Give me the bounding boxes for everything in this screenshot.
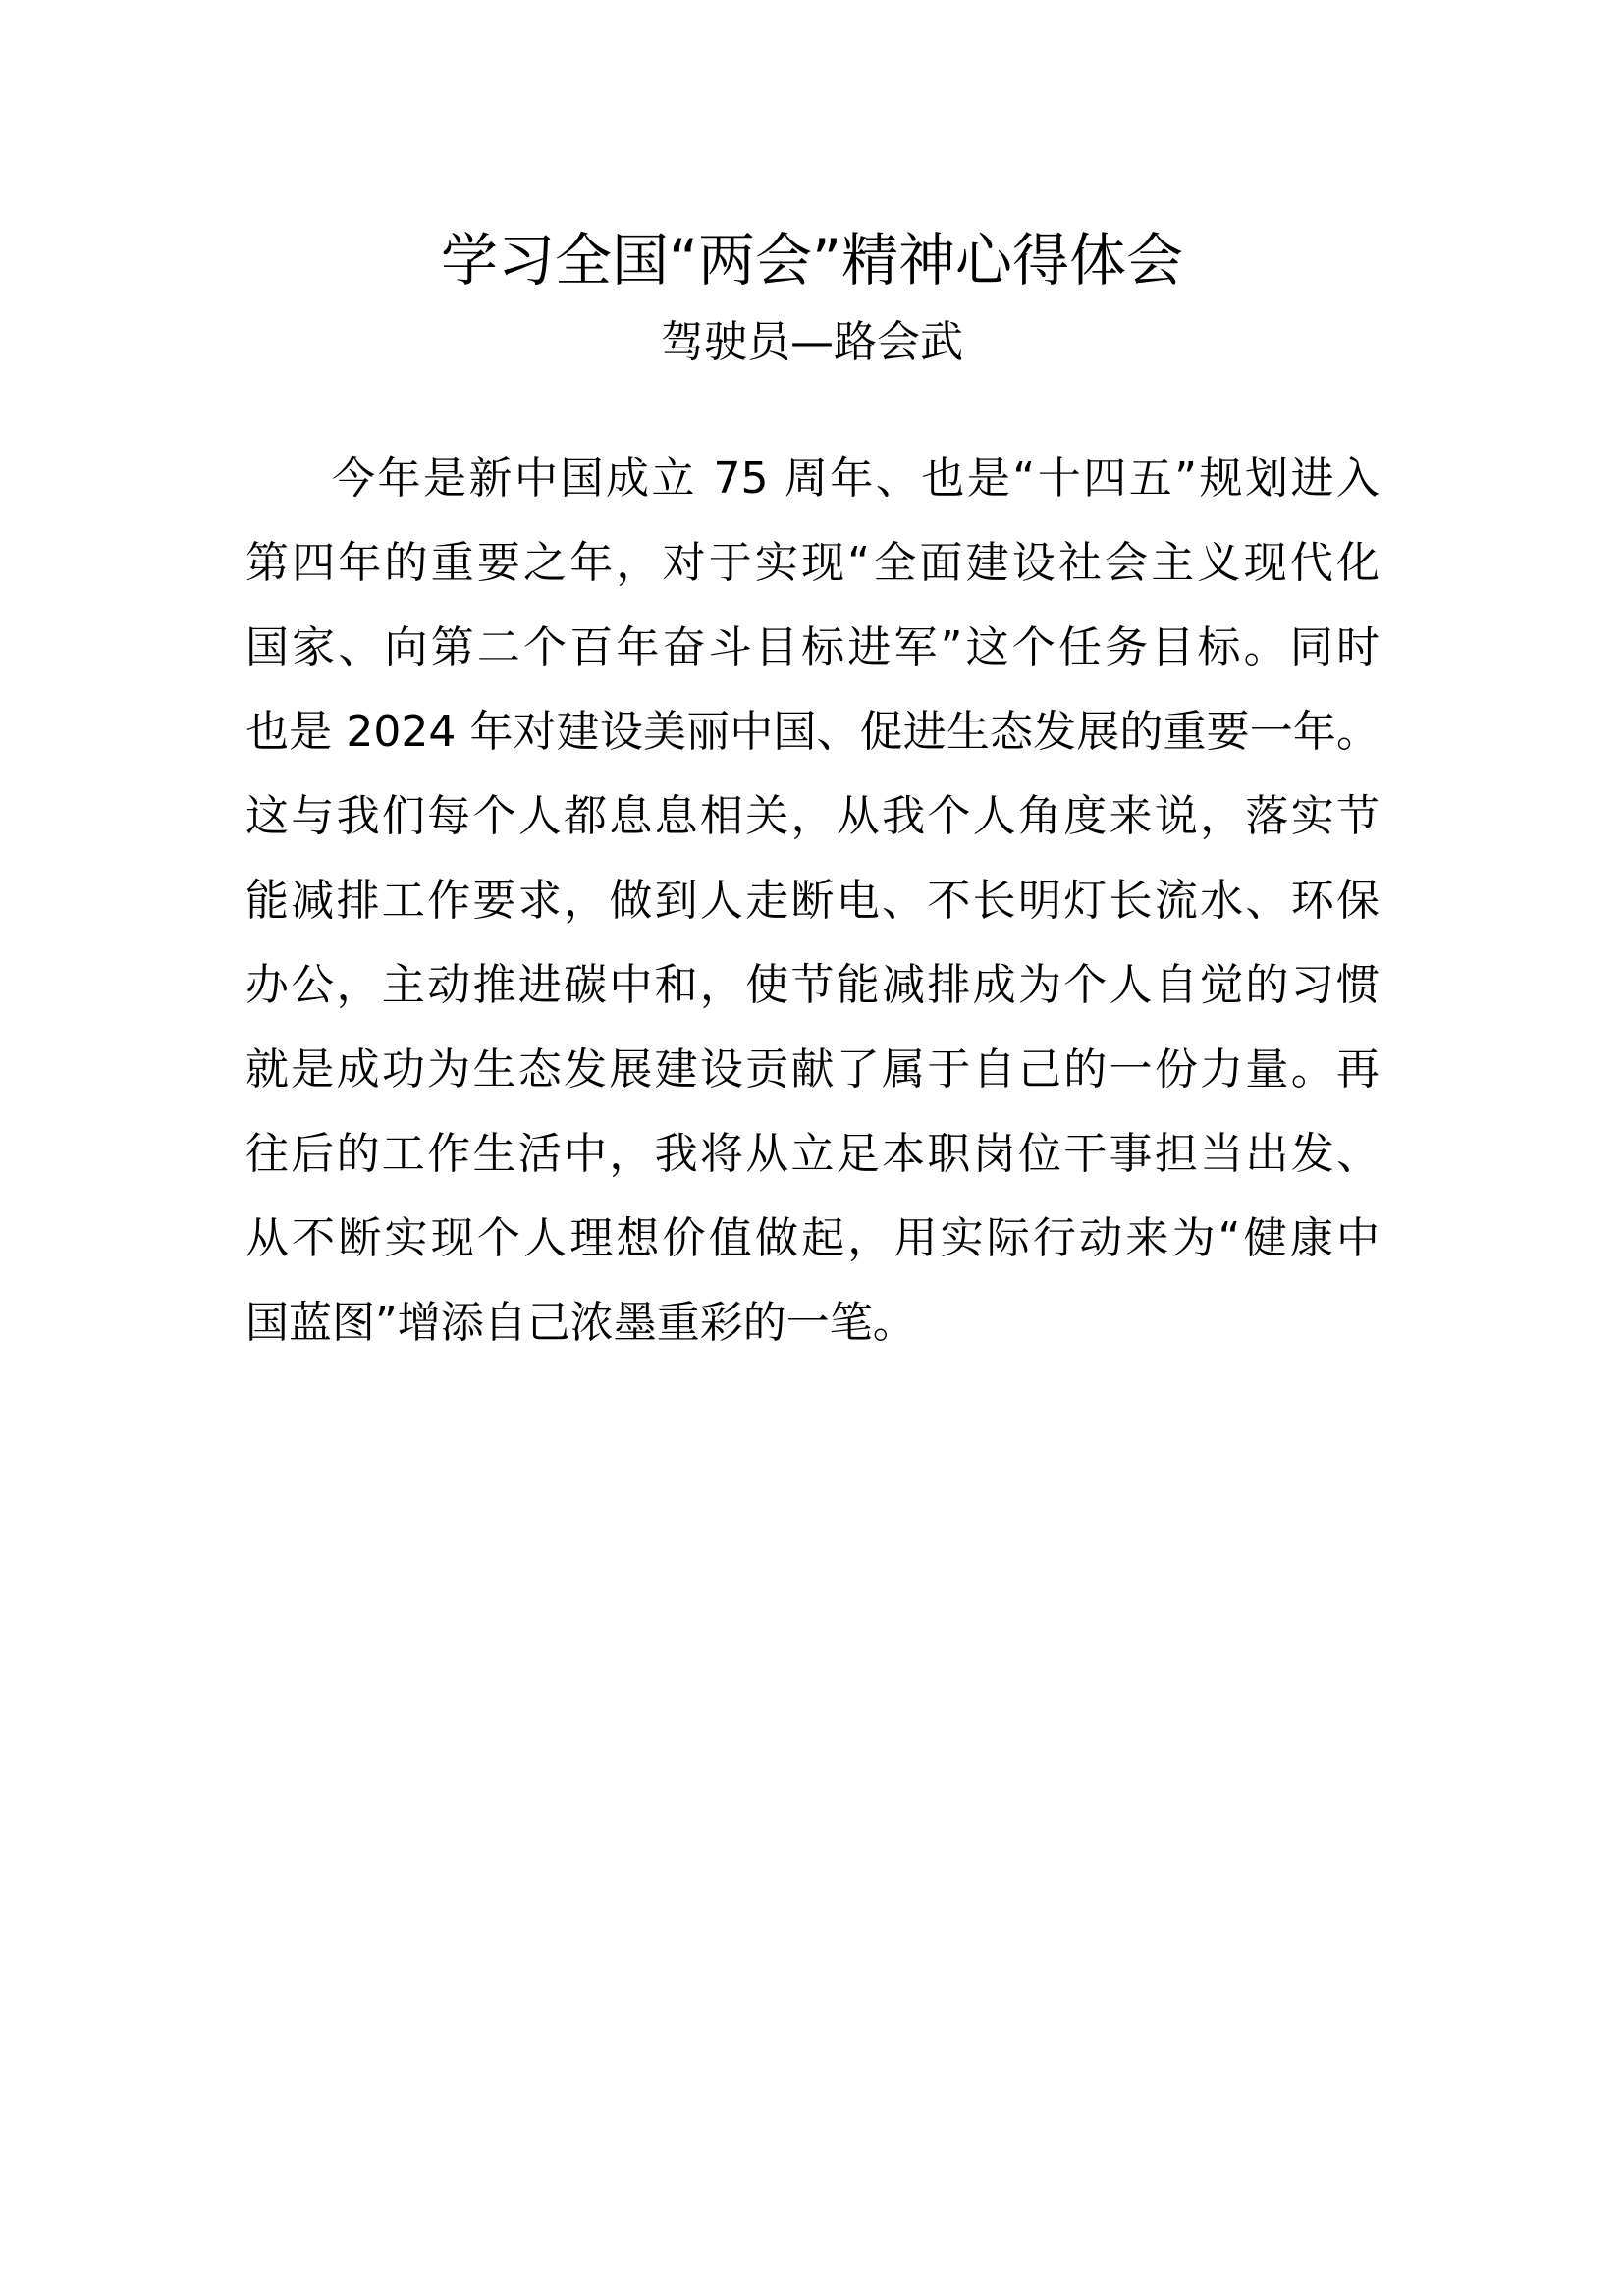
paragraph-line: 能减排工作要求，做到人走断电、不长明灯长流水、环保 (245, 876, 1380, 926)
paragraph-line: 办公，主动推进碳中和，使节能减排成为个人自觉的习惯 (245, 960, 1380, 1010)
paragraph-line: 就是成功为生态发展建设贡献了属于自己的一份力量。再 (245, 1044, 1380, 1095)
paragraph-line: 今年是新中国成立 75 周年、也是“十四五”规划进入 (332, 454, 1380, 504)
paragraph-line: 国家、向第二个百年奋斗目标进军”这个任务目标。同时 (245, 622, 1380, 672)
document-body (245, 437, 1380, 1365)
document-title: 学习全国“两会”精神心得体会 (440, 227, 1184, 294)
paragraph-line: 往后的工作生活中，我将从立足本职岗位干事担当出发、 (245, 1129, 1380, 1179)
paragraph-line: 国蓝图”增添自己浓墨重彩的一笔。 (245, 1298, 916, 1348)
paragraph-line: 这与我们每个人都息息相关，从我个人角度来说，落实节 (245, 791, 1380, 841)
paragraph-line: 从不断实现个人理想价值做起，用实际行动来为“健康中 (245, 1213, 1380, 1263)
paragraph-line: 也是 2024 年对建设美丽中国、促进生态发展的重要一年。 (245, 707, 1380, 757)
document-author: 驾驶员—路会武 (661, 317, 963, 367)
paragraph-line: 第四年的重要之年，对于实现“全面建设社会主义现代化 (245, 538, 1380, 588)
